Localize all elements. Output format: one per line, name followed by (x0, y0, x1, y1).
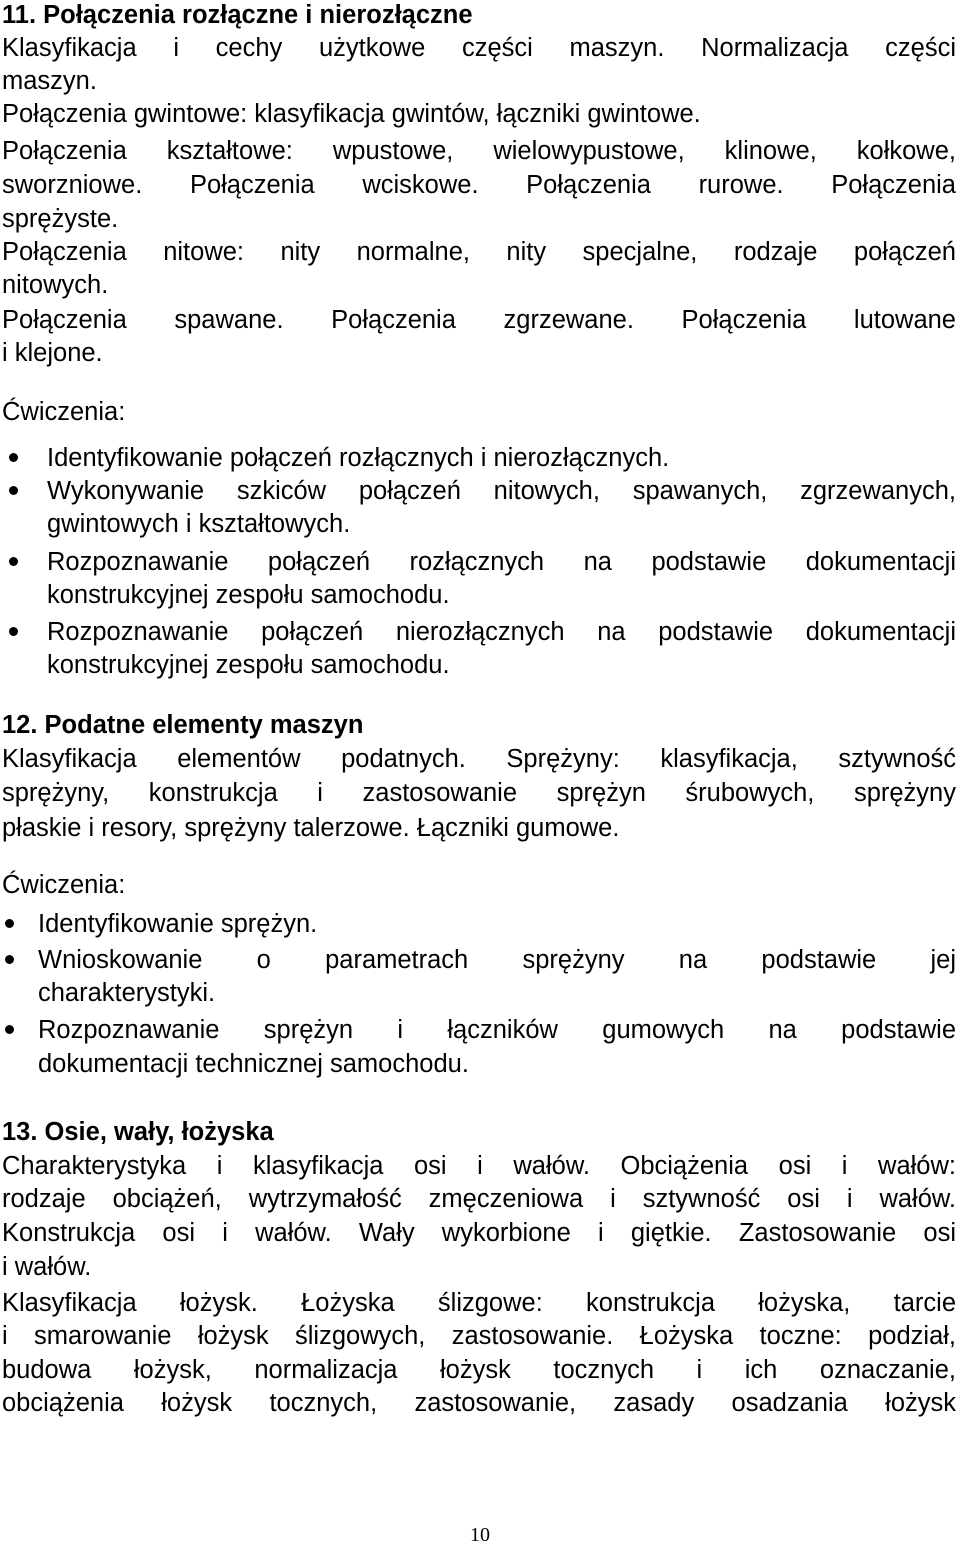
section-11-bullet-text: konstrukcyjnej zespołu samochodu. (47, 651, 450, 679)
section-11-bullet-text: Rozpoznawanie połączeń rozłącznych na podstawie dokumentacji (47, 548, 956, 576)
section-13-text-line: obciążenia łożysk tocznych, zastosowanie, zasady osadzania łożysk (2, 1389, 956, 1417)
section-11-bullet-text: Identyfikowanie połączeń rozłącznych i nierozłącznych. (47, 444, 670, 472)
section-13-text-line: Charakterystyka i klasyfikacja osi i wałów. Obciążenia osi i wałów: (2, 1152, 956, 1180)
bullet-dot-icon (5, 1025, 14, 1034)
bullet-dot-icon (5, 955, 14, 964)
section-12-exercises-label: Ćwiczenia: (2, 871, 126, 899)
section-11-bullet-text: gwintowych i kształtowych. (47, 510, 351, 538)
section-12-text-line: płaskie i resory, sprężyny talerzowe. Łączniki gumowe. (2, 814, 620, 842)
section-13-text-line: budowa łożysk, normalizacja łożysk tocznych i ich oznaczanie, (2, 1356, 956, 1384)
section-11-exercises-label: Ćwiczenia: (2, 398, 126, 426)
section-12-bullet-text: dokumentacji technicznej samochodu. (38, 1050, 469, 1078)
section-11-bullet-text: Rozpoznawanie połączeń nierozłącznych na podstawie dokumentacji (47, 618, 956, 646)
bullet-dot-icon (9, 486, 18, 495)
bullet-dot-icon (9, 453, 18, 462)
section-13-heading: 13. Osie, wały, łożyska (2, 1118, 274, 1146)
section-12-text-line: sprężyny, konstrukcja i zastosowanie sprężyn śrubowych, sprężyny (2, 779, 956, 807)
bullet-dot-icon (5, 919, 14, 928)
section-11-text-line: Klasyfikacja i cechy użytkowe części maszyn. Normalizacja części (2, 34, 956, 62)
section-11-text-line: Połączenia nitowe: nity normalne, nity specjalne, rodzaje połączeń (2, 238, 956, 266)
section-11-text-line: Połączenia gwintowe: klasyfikacja gwintów, łączniki gwintowe. (2, 100, 701, 128)
section-13-text-line: Klasyfikacja łożysk. Łożyska ślizgowe: konstrukcja łożyska, tarcie (2, 1289, 956, 1317)
section-13-text-line: Konstrukcja osi i wałów. Wały wykorbione i giętkie. Zastosowanie osi (2, 1219, 956, 1247)
section-11-text-line: nitowych. (2, 271, 109, 299)
section-11-bullet-text: Wykonywanie szkiców połączeń nitowych, spawanych, zgrzewanych, (47, 477, 956, 505)
section-12-bullet-text: Identyfikowanie sprężyn. (38, 910, 318, 938)
section-11-text-line: Połączenia spawane. Połączenia zgrzewane. Połączenia lutowane (2, 306, 956, 334)
section-12-bullet-text: Rozpoznawanie sprężyn i łączników gumowych na podstawie (38, 1016, 956, 1044)
section-13-text-line: i smarowanie łożysk ślizgowych, zastosowanie. Łożyska toczne: podział, (2, 1322, 956, 1350)
section-11-text-line: sworzniowe. Połączenia wciskowe. Połączenia rurowe. Połączenia (2, 171, 956, 199)
section-12-bullet-text: charakterystyki. (38, 979, 216, 1007)
section-11-text-line: Połączenia kształtowe: wpustowe, wielowypustowe, klinowe, kołkowe, (2, 137, 956, 165)
section-11-text-line: maszyn. (2, 67, 97, 95)
section-11-text-line: i klejone. (2, 339, 103, 367)
section-13-text-line: i wałów. (2, 1253, 92, 1281)
section-12-bullet-text: Wnioskowanie o parametrach sprężyny na podstawie jej (38, 946, 956, 974)
bullet-dot-icon (9, 557, 18, 566)
section-12-text-line: Klasyfikacja elementów podatnych. Sprężyny: klasyfikacja, sztywność (2, 745, 956, 773)
bullet-dot-icon (9, 627, 18, 636)
page-number: 10 (470, 1524, 490, 1546)
section-12-heading: 12. Podatne elementy maszyn (2, 711, 364, 739)
section-11-text-line: sprężyste. (2, 205, 119, 233)
section-11-bullet-text: konstrukcyjnej zespołu samochodu. (47, 581, 450, 609)
section-11-heading: 11. Połączenia rozłączne i nierozłączne (2, 1, 473, 29)
section-13-text-line: rodzaje obciążeń, wytrzymałość zmęczeniowa i sztywność osi i wałów. (2, 1185, 956, 1213)
